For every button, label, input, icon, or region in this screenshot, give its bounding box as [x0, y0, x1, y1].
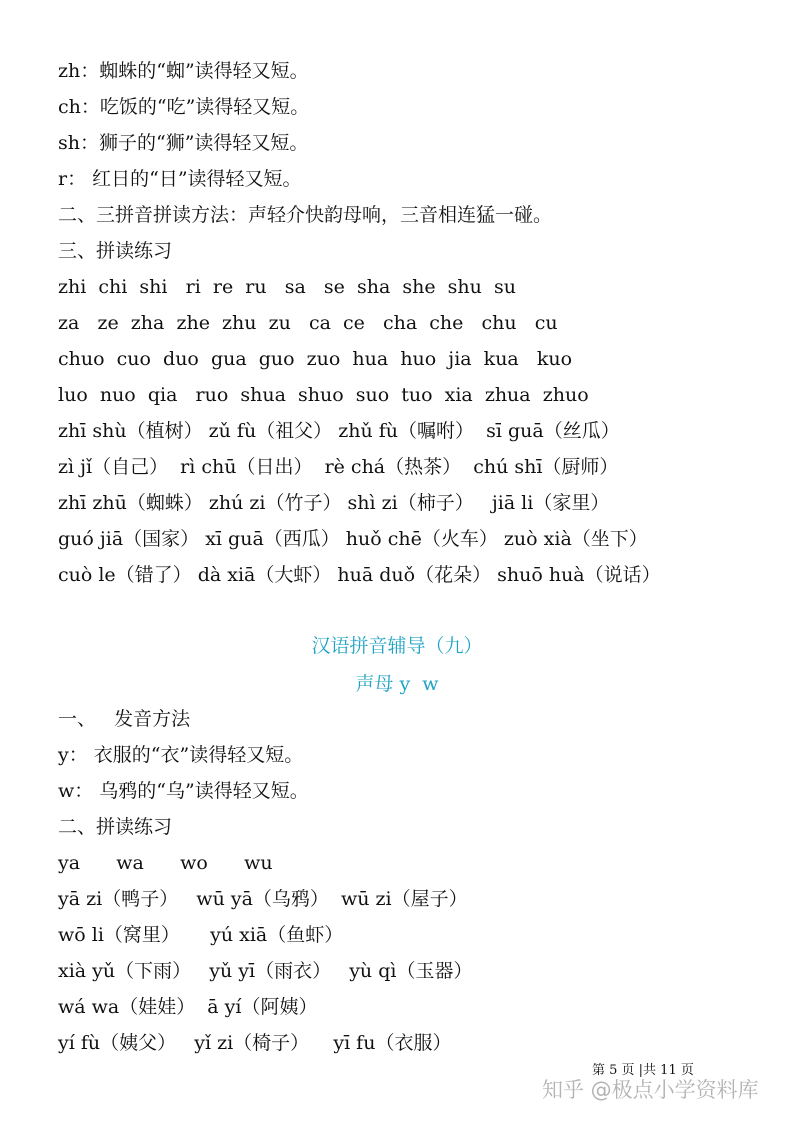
text-line-zh: zh：蜘蛛的“蜘”读得轻又短。	[58, 60, 309, 82]
pinyin-row: ya wa wo wu	[58, 852, 273, 874]
word-row: xià yǔ（下雨） yǔ yī（雨衣） yù qì（玉器）	[58, 960, 473, 982]
text-line-sh: sh：狮子的“狮”读得轻又短。	[58, 132, 309, 154]
word-row: wō li（窝里） yú xiā（鱼虾）	[58, 924, 344, 946]
section-heading-practice: 三、拼读练习	[58, 240, 173, 262]
pinyin-row: chuo cuo duo gua guo zuo hua huo jia kua kuo	[58, 348, 573, 370]
pinyin-row: za ze zha zhe zhu zu ca ce cha che chu cu	[58, 312, 558, 334]
word-row: zì jǐ（自己） rì chū（日出） rè chá（热茶） chú shī（厨师）	[58, 456, 619, 478]
word-row: guó jiā（国家） xī guā（西瓜） huǒ chē（火车） zuò xià（坐下）	[58, 528, 648, 550]
section-heading-practice-2: 二、拼读练习	[58, 816, 173, 838]
word-row: zhī shù（植树） zǔ fù（祖父） zhǔ fù（嘱咐） sī guā（丝瓜）	[58, 420, 620, 442]
text-line-r: r： 红日的“日”读得轻又短。	[58, 168, 302, 190]
pinyin-row: zhi chi shi ri re ru sa se sha she shu su	[58, 276, 516, 298]
text-line-ch: ch：吃饭的“吃”读得轻又短。	[58, 96, 310, 118]
pinyin-row: luo nuo qia ruo shua shuo suo tuo xia zhua zhuo	[58, 384, 589, 406]
text-line-w: w： 乌鸦的“乌”读得轻又短。	[58, 780, 309, 802]
page-number-footer: 第 5 页 |共 11 页	[592, 1063, 694, 1078]
section-subtitle: 声母 y w	[355, 673, 439, 695]
word-row: wá wa（娃娃） ā yí（阿姨）	[58, 996, 318, 1018]
watermark: 知乎 @极点小学资料库	[542, 1078, 759, 1102]
text-line-y: y： 衣服的“衣”读得轻又短。	[58, 744, 304, 766]
word-row: zhī zhū（蜘蛛） zhú zi（竹子） shì zi（柿子） jiā li（家里）	[58, 492, 610, 514]
word-row: yí fù（姨父） yǐ zi（椅子） yī fu（衣服）	[58, 1032, 452, 1054]
word-row: yā zi（鸭子） wū yā（乌鸦） wū zi（屋子）	[58, 888, 468, 910]
section-heading-three-part-spelling: 二、三拼音拼读方法：声轻介快韵母响，三音相连猛一碰。	[58, 204, 553, 226]
word-row: cuò le（错了） dà xiā（大虾） huā duǒ（花朵） shuō huà（说话）	[58, 564, 661, 586]
section-heading-pronunciation: 一、 发音方法	[58, 708, 191, 730]
section-title: 汉语拼音辅导（九）	[311, 635, 483, 657]
